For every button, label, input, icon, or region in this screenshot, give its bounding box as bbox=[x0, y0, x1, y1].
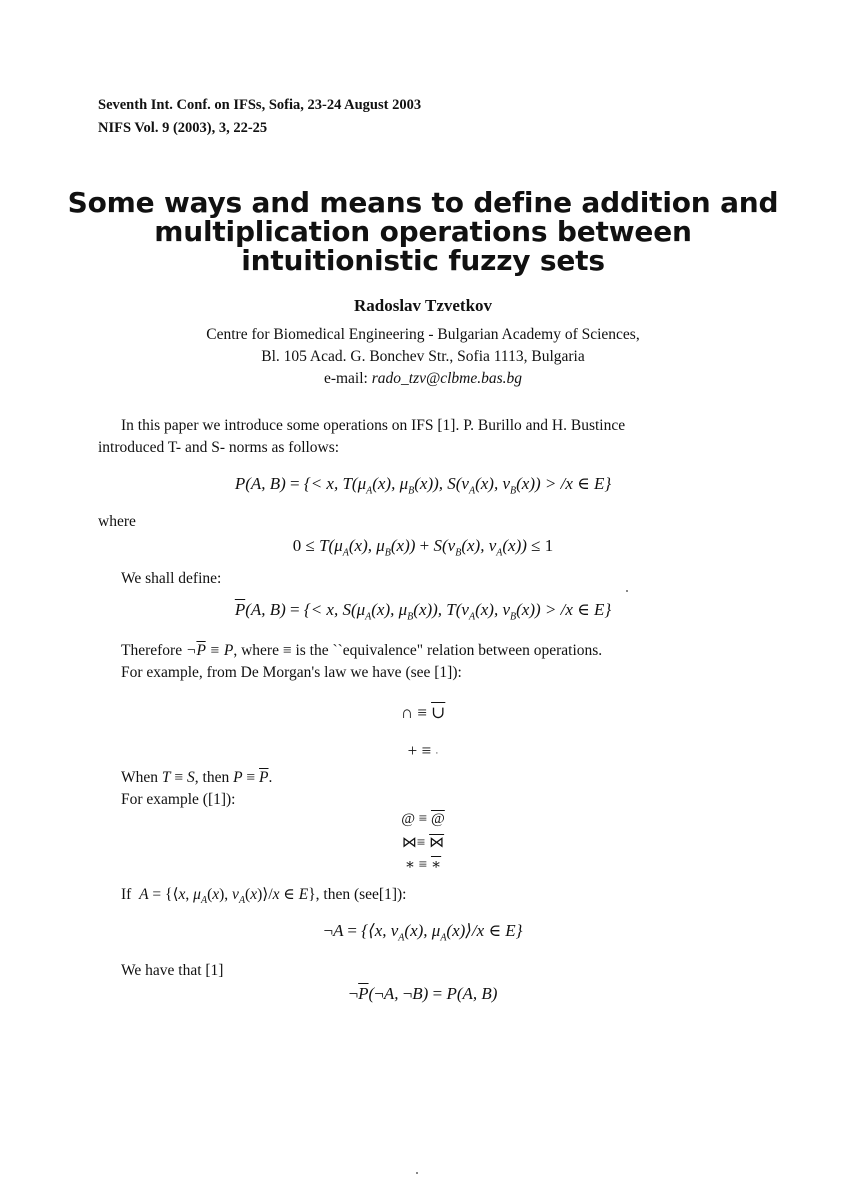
equation-p: P(A, B) = {< x, $T(\mu_A(x)$, $\mu_B(x)$), $S(\nu_A(x)$, $\nu_B(x)) > /x$ ∈ E} bbox=[234, 474, 612, 497]
email-label: e-mail: bbox=[323, 370, 368, 387]
title-line-1: Some ways and means to define addition and bbox=[67, 186, 779, 219]
intro-line-1: In this paper we introduce some operations on IFS [1]. P. Burillo and H. Bustince bbox=[121, 417, 626, 434]
title-line-2: multiplication operations between bbox=[154, 215, 692, 248]
affiliation-line-2: Bl. 105 Acad. G. Bonchev Str., Sofia 1113, Bulgaria bbox=[261, 348, 585, 365]
if-line: If A = {⟨x, $\mu_A(x)$, $\nu_A(x)⟩/x$ ∈ E}, then (see[1]): bbox=[121, 886, 407, 907]
paper-title bbox=[0, 188, 846, 275]
example-line: For example ([1]): bbox=[121, 791, 236, 808]
journal-line: NIFS Vol. 9 (2003), 3, 22-25 bbox=[98, 120, 268, 136]
equation-plus: + ≡ · bbox=[407, 741, 439, 760]
equation-final: $\neg\overline{P}(\neg A$, ¬B) = P(A, B) bbox=[348, 984, 498, 1003]
equation-intersection: ∩ ≡ ∪ bbox=[400, 703, 446, 722]
define-line: We shall define: bbox=[121, 570, 222, 587]
intro-line-2: introduced T- and S- norms as follows: bbox=[98, 439, 340, 456]
title-line-3: intuitionistic fuzzy sets bbox=[241, 244, 605, 277]
equation-constraint: $0 \le T(\mu_A(x)$, $\mu_B(x)) + S(\nu_B(x)$, $\nu_A(x)) \le 1$ bbox=[292, 536, 554, 559]
when-line: When T ≡ S, then $P \equiv \overline{P}$. bbox=[121, 769, 273, 786]
author-name: Radoslav Tzvetkov bbox=[353, 296, 493, 315]
email-line bbox=[0, 370, 846, 388]
equation-at: @ ≡ @ bbox=[401, 811, 445, 827]
speck bbox=[626, 590, 628, 592]
de-morgan-line: For example, from De Morgan's law we have (see [1]): bbox=[121, 664, 462, 681]
email-address[interactable]: rado_tzv@clbme.bas.bg bbox=[371, 370, 523, 387]
therefore-line: Therefore $\neg\overline{P} \equiv P$, where ≡ is the ``equivalence" relation between operations. bbox=[121, 642, 603, 659]
conference-line: Seventh Int. Conf. on IFSs, Sofia, 23-24 August 2003 bbox=[98, 97, 422, 113]
speck bbox=[416, 1172, 418, 1174]
equation-negation: ¬A = {⟨x, $\nu_A(x)$, $\mu_A(x)⟩/x$ ∈ E} bbox=[323, 921, 523, 944]
equation-star: ∗ ≡ ∗ bbox=[404, 857, 442, 873]
affiliation-line-1: Centre for Biomedical Engineering - Bulgarian Academy of Sciences, bbox=[206, 326, 640, 343]
we-have-line: We have that [1] bbox=[121, 962, 224, 979]
equation-p-bar: $\overline{P}(A$, B) = {< x, $S(\mu_A(x)$, $\mu_B(x)$), $T(\nu_A(x)$, $\nu_B(x)) > /x$ ∈ E} bbox=[234, 600, 612, 623]
where-label: where bbox=[98, 513, 136, 530]
equation-bowtie: ⋈≡ ⋈ bbox=[401, 835, 445, 851]
